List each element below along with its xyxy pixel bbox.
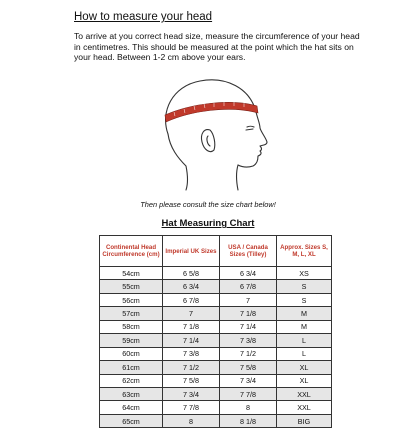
- table-row: [100, 293, 332, 306]
- cell-imperial: 6 5/8: [163, 267, 220, 280]
- cell-imperial: 6 3/4: [163, 280, 220, 293]
- cell-continental: 55cm: [100, 280, 163, 293]
- cell-continental: 59cm: [100, 334, 163, 347]
- cell-continental: 62cm: [100, 374, 163, 387]
- head-profile-with-measuring-tape-icon: [150, 72, 274, 192]
- cell-continental: 65cm: [100, 414, 163, 427]
- column-header-imperial: Imperial UK Sizes: [163, 236, 220, 267]
- table-row: [100, 280, 332, 293]
- page-title: How to measure your head: [74, 11, 213, 23]
- cell-continental: 61cm: [100, 361, 163, 374]
- table-row: [100, 307, 332, 320]
- cell-usa-canada: 7 3/4: [220, 374, 277, 387]
- cell-usa-canada: 7 1/8: [220, 307, 277, 320]
- cell-imperial: 8: [163, 414, 220, 427]
- cell-approx-size: XL: [277, 361, 332, 374]
- cell-approx-size: XXL: [277, 387, 332, 400]
- column-header-approx-size: Approx. Sizes S, M, L, XL: [277, 236, 332, 267]
- table-row: [100, 267, 332, 280]
- cell-approx-size: S: [277, 280, 332, 293]
- cell-continental: 63cm: [100, 387, 163, 400]
- table-header-row: [100, 236, 332, 267]
- cell-continental: 54cm: [100, 267, 163, 280]
- cell-continental: 57cm: [100, 307, 163, 320]
- cell-usa-canada: 7 1/4: [220, 320, 277, 333]
- cell-imperial: 6 7/8: [163, 293, 220, 306]
- size-table: [99, 235, 332, 428]
- cell-usa-canada: 8: [220, 401, 277, 414]
- cell-approx-size: XS: [277, 267, 332, 280]
- cell-usa-canada: 7 5/8: [220, 361, 277, 374]
- table-row: [100, 401, 332, 414]
- cell-continental: 64cm: [100, 401, 163, 414]
- cell-continental: 60cm: [100, 347, 163, 360]
- table-row: [100, 414, 332, 427]
- intro-paragraph: To arrive at you correct head size, measure the circumference of your head in centimetres. This should be measured at the point which the hat sits on your head. Between 1-2 cm above your ears.: [74, 31, 360, 62]
- cell-approx-size: M: [277, 320, 332, 333]
- consult-note: Then please consult the size chart below!: [140, 200, 276, 209]
- cell-approx-size: XXL: [277, 401, 332, 414]
- cell-approx-size: S: [277, 293, 332, 306]
- column-header-usa-canada: USA / Canada Sizes (Tilley): [220, 236, 277, 267]
- cell-approx-size: M: [277, 307, 332, 320]
- cell-approx-size: BIG: [277, 414, 332, 427]
- cell-imperial: 7 1/2: [163, 361, 220, 374]
- chart-title: Hat Measuring Chart: [161, 218, 255, 229]
- table-row: [100, 361, 332, 374]
- cell-usa-canada: 6 3/4: [220, 267, 277, 280]
- cell-continental: 58cm: [100, 320, 163, 333]
- table-row: [100, 334, 332, 347]
- cell-usa-canada: 8 1/8: [220, 414, 277, 427]
- cell-usa-canada: 7 7/8: [220, 387, 277, 400]
- cell-imperial: 7 5/8: [163, 374, 220, 387]
- table-row: [100, 347, 332, 360]
- cell-usa-canada: 6 7/8: [220, 280, 277, 293]
- cell-imperial: 7 1/4: [163, 334, 220, 347]
- table-body: [100, 267, 332, 428]
- cell-usa-canada: 7: [220, 293, 277, 306]
- cell-imperial: 7: [163, 307, 220, 320]
- table-row: [100, 320, 332, 333]
- table-row: [100, 387, 332, 400]
- cell-continental: 56cm: [100, 293, 163, 306]
- cell-usa-canada: 7 3/8: [220, 334, 277, 347]
- cell-approx-size: XL: [277, 374, 332, 387]
- cell-imperial: 7 7/8: [163, 401, 220, 414]
- cell-imperial: 7 3/8: [163, 347, 220, 360]
- cell-imperial: 7 1/8: [163, 320, 220, 333]
- column-header-continental: Continental Head Circumference (cm): [100, 236, 163, 267]
- cell-approx-size: L: [277, 347, 332, 360]
- cell-imperial: 7 3/4: [163, 387, 220, 400]
- table-row: [100, 374, 332, 387]
- cell-usa-canada: 7 1/2: [220, 347, 277, 360]
- cell-approx-size: L: [277, 334, 332, 347]
